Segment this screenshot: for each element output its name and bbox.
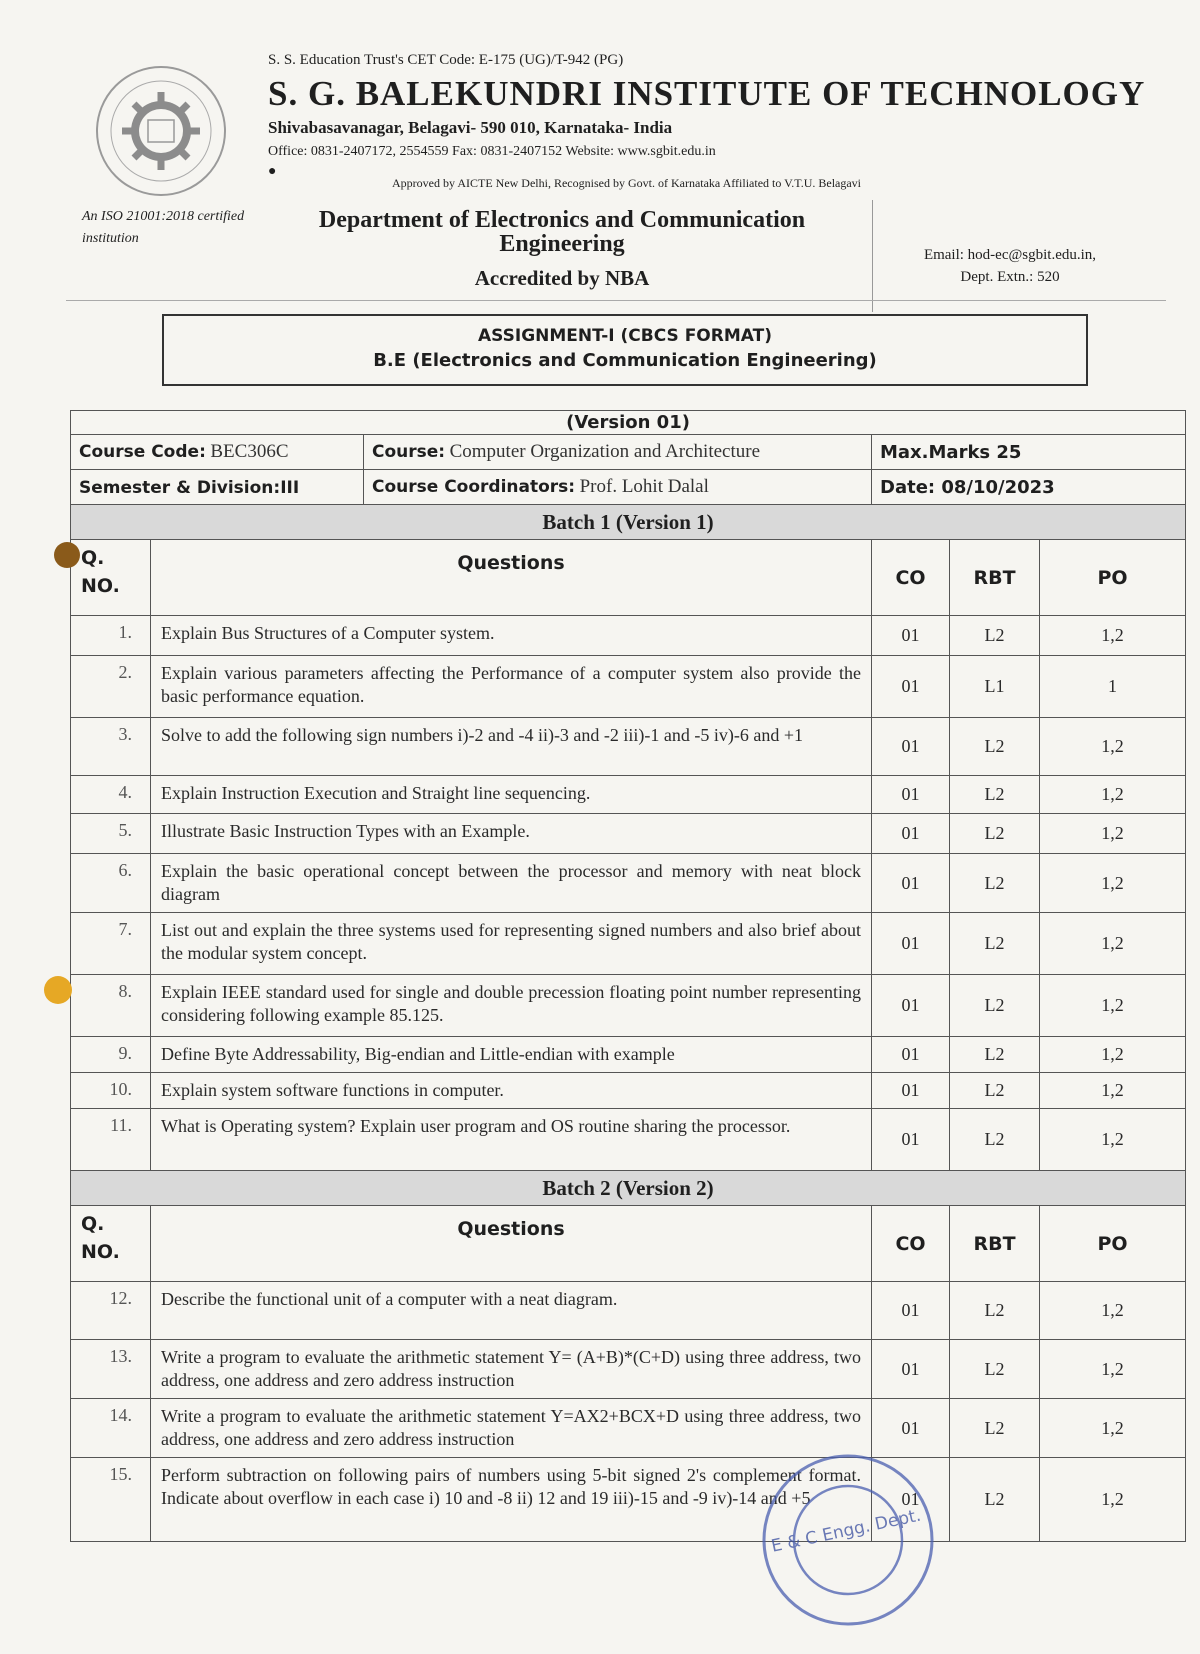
question-text: Explain IEEE standard used for single and double precession floating point number representing considering following example 85.125. (151, 975, 872, 1037)
question-text: Perform subtraction on following pairs of numbers using 5-bit signed 2's complement format. Indicate about overflow in each case i) 10 and -8 ii) 12 and 19 iii)-15 and -9 iv)-14 and +5 (151, 1458, 872, 1542)
question-row (71, 1458, 1186, 1542)
department-line1: Department of Electronics and Communication (318, 207, 806, 233)
coordinator-cell (364, 470, 872, 505)
question-row (71, 1399, 1186, 1458)
course-label: Course: (372, 442, 446, 462)
question-row (71, 1073, 1186, 1109)
po-header: PO (1040, 1206, 1186, 1282)
institute-contact: Office: 0831-2407172, 2554559 Fax: 0831-2407152 Website: www.sgbit.edu.in (268, 144, 716, 159)
question-number: 3. (71, 718, 151, 776)
po-value: 1,2 (1040, 1399, 1186, 1458)
question-row (71, 913, 1186, 975)
po-value: 1,2 (1040, 975, 1186, 1037)
question-number: 14. (71, 1399, 151, 1458)
question-number: 15. (71, 1458, 151, 1542)
po-value: 1,2 (1040, 814, 1186, 854)
batch1-title: Batch 1 (Version 1) (71, 505, 1186, 540)
question-number: 11. (71, 1109, 151, 1171)
question-text: What is Operating system? Explain user program and OS routine sharing the processor. (151, 1109, 872, 1171)
co-value: 01 (872, 1282, 950, 1340)
co-value: 01 (872, 975, 950, 1037)
co-value: 01 (872, 1458, 950, 1542)
co-header: CO (872, 1206, 950, 1282)
binder-hole (54, 542, 80, 568)
co-value: 01 (872, 776, 950, 814)
institute-address: Shivabasavanagar, Belagavi- 590 010, Karnataka- India (268, 118, 673, 137)
questions-header: Questions (151, 1206, 872, 1282)
coordinator-name: Prof. Lohit Dalal (579, 476, 709, 497)
question-text: Explain Instruction Execution and Straight line sequencing. (151, 776, 872, 814)
question-number: 12. (71, 1282, 151, 1340)
question-number: 8. (71, 975, 151, 1037)
seal-text: E & C Engg. Dept. (769, 1505, 923, 1557)
assignment-table (70, 410, 1186, 1542)
course-code: BEC306C (210, 441, 289, 462)
binder-hole (44, 976, 72, 1004)
batch2-title: Batch 2 (Version 2) (71, 1171, 1186, 1206)
question-row (71, 975, 1186, 1037)
question-number: 7. (71, 913, 151, 975)
po-value: 1 (1040, 656, 1186, 718)
question-row (71, 1340, 1186, 1399)
iso-certification: An ISO 21001:2018 certified institution (82, 209, 245, 246)
course-code-cell (71, 435, 364, 470)
batch2-row (71, 1171, 1186, 1206)
question-row (71, 1037, 1186, 1073)
question-number: 10. (71, 1073, 151, 1109)
co-value: 01 (872, 913, 950, 975)
po-value: 1,2 (1040, 1340, 1186, 1399)
institute-logo-icon (92, 62, 230, 200)
co-header: CO (872, 540, 950, 616)
question-row (71, 718, 1186, 776)
question-number: 4. (71, 776, 151, 814)
course-name: Computer Organization and Architecture (449, 441, 761, 462)
question-number: 9. (71, 1037, 151, 1073)
qno-header: Q. NO. (71, 1206, 151, 1282)
department-name (272, 208, 852, 256)
rbt-header: RBT (950, 1206, 1040, 1282)
co-value: 01 (872, 1399, 950, 1458)
co-value: 01 (872, 814, 950, 854)
question-row (71, 854, 1186, 913)
co-value: 01 (872, 1037, 950, 1073)
department-line2: Engineering (499, 231, 625, 257)
question-row (71, 656, 1186, 718)
rbt-header: RBT (950, 540, 1040, 616)
question-number: 6. (71, 854, 151, 913)
po-header: PO (1040, 540, 1186, 616)
dept-extension: Dept. Extn.: 520 (960, 269, 1060, 285)
header-divider (872, 200, 873, 312)
max-marks: Max.Marks 25 (872, 435, 1186, 470)
coordinator-label: Course Coordinators: (372, 477, 576, 497)
question-text: Solve to add the following sign numbers i)-2 and -4 ii)-3 and -2 iii)-1 and -5 iv)-6 and +1 (151, 718, 872, 776)
assignment-title-box (162, 314, 1088, 386)
po-value: 1,2 (1040, 776, 1186, 814)
question-number: 13. (71, 1340, 151, 1399)
course-code-label: Course Code: (79, 442, 206, 462)
batch2-column-header (71, 1206, 1186, 1282)
question-row (71, 814, 1186, 854)
semester-label: Semester & Division: (79, 477, 281, 498)
rbt-value: L2 (950, 718, 1040, 776)
rbt-value: L2 (950, 1073, 1040, 1109)
rbt-value: L2 (950, 1458, 1040, 1542)
co-value: 01 (872, 616, 950, 656)
question-row (71, 776, 1186, 814)
question-text: Define Byte Addressability, Big-endian and Little-endian with example (151, 1037, 872, 1073)
rbt-value: L2 (950, 913, 1040, 975)
po-value: 1,2 (1040, 854, 1186, 913)
po-value: 1,2 (1040, 616, 1186, 656)
question-number: 1. (71, 616, 151, 656)
rbt-value: L1 (950, 656, 1040, 718)
hod-contact (880, 244, 1140, 288)
qno-header: Q. NO. (71, 540, 151, 616)
po-value: 1,2 (1040, 1073, 1186, 1109)
question-row (71, 616, 1186, 656)
question-row (71, 1109, 1186, 1171)
batch1-column-header (71, 540, 1186, 616)
co-value: 01 (872, 854, 950, 913)
question-text: Illustrate Basic Instruction Types with an Example. (151, 814, 872, 854)
co-value: 01 (872, 656, 950, 718)
institute-name: S. G. BALEKUNDRI INSTITUTE OF TECHNOLOGY (268, 74, 1146, 113)
program-title: B.E (Electronics and Communication Engineering) (373, 350, 877, 371)
semester-value: III (280, 477, 300, 498)
rbt-value: L2 (950, 616, 1040, 656)
question-text: Explain system software functions in computer. (151, 1073, 872, 1109)
batch2-questions (71, 1282, 1186, 1542)
po-value: 1,2 (1040, 718, 1186, 776)
rbt-value: L2 (950, 1109, 1040, 1171)
question-text: Write a program to evaluate the arithmetic statement Y=AX2+BCX+D using three address, two address, one address and zero address instruction (151, 1399, 872, 1458)
rbt-value: L2 (950, 1399, 1040, 1458)
po-value: 1,2 (1040, 1109, 1186, 1171)
rbt-value: L2 (950, 854, 1040, 913)
rbt-value: L2 (950, 776, 1040, 814)
question-text: List out and explain the three systems used for representing signed numbers and also brief about the modular system concept. (151, 913, 872, 975)
hod-email: Email: hod-ec@sgbit.edu.in, (923, 247, 1097, 263)
semester-cell (71, 470, 364, 505)
question-row (71, 1282, 1186, 1340)
rbt-value: L2 (950, 1340, 1040, 1399)
question-text: Explain Bus Structures of a Computer system. (151, 616, 872, 656)
po-value: 1,2 (1040, 913, 1186, 975)
co-value: 01 (872, 1340, 950, 1399)
question-number: 5. (71, 814, 151, 854)
po-value: 1,2 (1040, 1037, 1186, 1073)
assignment-title: ASSIGNMENT-I (CBCS FORMAT) (478, 326, 772, 346)
batch1-questions (71, 616, 1186, 1171)
version-row (71, 411, 1186, 435)
po-value: 1,2 (1040, 1282, 1186, 1340)
batch1-row (71, 505, 1186, 540)
assignment-date: Date: 08/10/2023 (872, 470, 1186, 505)
rbt-value: L2 (950, 1282, 1040, 1340)
co-value: 01 (872, 1073, 950, 1109)
question-number: 2. (71, 656, 151, 718)
semester-row (71, 470, 1186, 505)
course-name-cell (364, 435, 872, 470)
trust-line: S. S. Education Trust's CET Code: E-175 (UG)/T-942 (PG) (268, 52, 624, 68)
header-rule (66, 300, 1166, 301)
question-text: Explain the basic operational concept between the processor and memory with neat block diagram (151, 854, 872, 913)
accreditation: Accredited by NBA (474, 266, 650, 290)
department-seal (748, 1440, 948, 1640)
rbt-value: L2 (950, 814, 1040, 854)
rbt-value: L2 (950, 1037, 1040, 1073)
question-text: Explain various parameters affecting the Performance of a computer system also provide the basic performance equation. (151, 656, 872, 718)
rbt-value: L2 (950, 975, 1040, 1037)
version-label: (Version 01) (71, 411, 1186, 435)
course-row (71, 435, 1186, 470)
questions-header: Questions (151, 540, 872, 616)
bullet-icon: ● (268, 164, 277, 179)
question-text: Describe the functional unit of a computer with a neat diagram. (151, 1282, 872, 1340)
po-value: 1,2 (1040, 1458, 1186, 1542)
question-text: Write a program to evaluate the arithmetic statement Y= (A+B)*(C+D) using three address, two address, one address and zero address instruction (151, 1340, 872, 1399)
co-value: 01 (872, 718, 950, 776)
approval-line: Approved by AICTE New Delhi, Recognised by Govt. of Karnataka Affiliated to V.T.U. Belagavi (392, 176, 862, 190)
co-value: 01 (872, 1109, 950, 1171)
